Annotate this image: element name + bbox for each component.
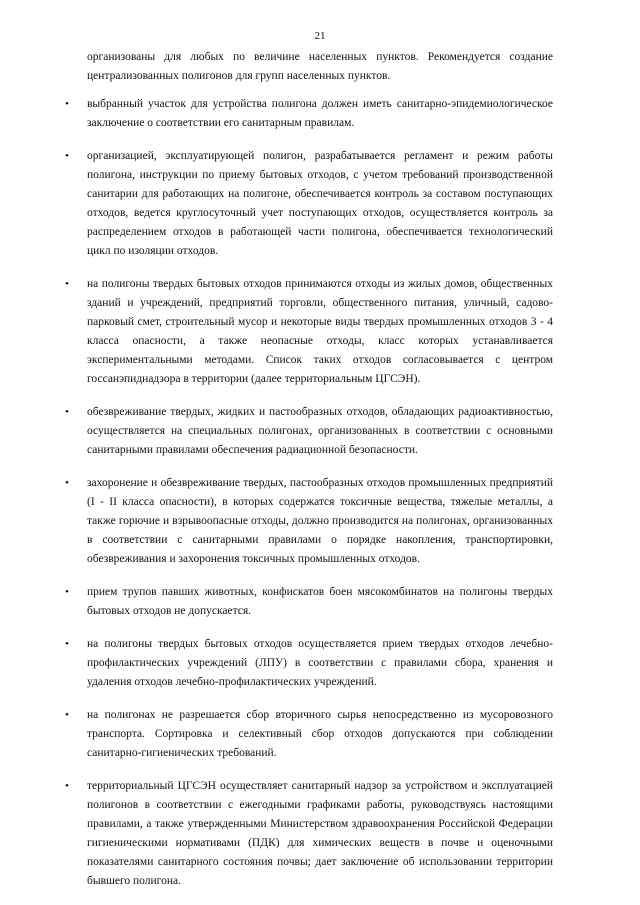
bullet-text: захоронение и обезвреживание твердых, пастообразных отходов промышленных предприятий (I - II класса опасности), в которых содержатся токсичные вещества, тяжелые металлы, а также горючие и взрывоопасные отходы, должно производится на полигонах, организованных в соответствии с санитарными правилами о порядке накопления, транспортировки, обезвреживания и захоронения токсичных промышленных отходов.	[87, 477, 553, 565]
bullet-item	[65, 275, 553, 389]
bullet-dot-icon: •	[65, 150, 69, 162]
bullet-text: на полигонах не разрешается сбор вторичного сырья непосредственно из мусоровозного транспорта. Сортировка и селективный сбор отходов допускаются при соблюдении санитарно-гигиенических требований.	[87, 709, 553, 759]
bullet-list	[65, 95, 553, 905]
bullet-item	[65, 706, 553, 763]
bullet-item	[65, 777, 553, 891]
bullet-item	[65, 147, 553, 261]
bullet-item	[65, 403, 553, 460]
bullet-dot-icon: •	[65, 406, 69, 418]
bullet-dot-icon: •	[65, 780, 69, 792]
bullet-text: прием трупов павших животных, конфискатов боен мясокомбинатов на полигоны твердых бытовых отходов не допускается.	[87, 586, 553, 617]
bullet-item	[65, 95, 553, 133]
bullet-dot-icon: •	[65, 709, 69, 721]
bullet-text: организацией, эксплуатирующей полигон, разрабатывается регламент и режим работы полигона, инструкции по приему бытовых отходов, с учетом требований производственной санитарии для работающих на полигоне, обеспечивается контроль за составом поступающих отходов, ведется круглосуточный учет поступающих отходов, осуществляется контроль за распределением отходов в работающей части полигона, обеспечивается технологический цикл по изоляции отходов.	[87, 150, 553, 257]
bullet-item	[65, 635, 553, 692]
bullet-text: обезвреживание твердых, жидких и пастообразных отходов, обладающих радиоактивностью, осуществляется на специальных полигонах, организованных в соответствии с основными санитарными правилами обеспечения радиационной безопасности.	[87, 406, 553, 456]
intro-paragraph: организованы для любых по величине населенных пунктов. Рекомендуется создание централизованных полигонов для групп населенных пунктов.	[87, 51, 553, 82]
bullet-dot-icon: •	[65, 98, 69, 110]
bullet-dot-icon: •	[65, 586, 69, 598]
bullet-item	[65, 474, 553, 569]
bullet-text: на полигоны твердых бытовых отходов принимаются отходы из жилых домов, общественных зданий и учреждений, предприятий торговли, общественного питания, уличный, садово-парковый смет, строительный мусор и некоторые виды твердых промышленных отходов 3 - 4 класса опасности, а также неопасные отходы, класс которых устанавливается экспериментальными методами. Список таких отходов согласовывается с центром госсанэпиднадзора в территории (далее территориальным ЦГСЭН).	[87, 278, 553, 385]
bullet-text: территориальный ЦГСЭН осуществляет санитарный надзор за устройством и эксплуатацией полигонов в соответствии с ежегодными графиками работы, руководствуясь настоящими правилами, а также утвержденными Министерством здравоохранения Российской Федерации гигиеническими нормативами (ПДК) для химических веществ в почве и оценочными показателями санитарного состояния почвы; дает заключение об использовании территории бывшего полигона.	[87, 780, 553, 887]
bullet-dot-icon: •	[65, 278, 69, 290]
bullet-dot-icon: •	[65, 638, 69, 650]
bullet-item	[65, 583, 553, 621]
page-number: 21	[314, 30, 326, 42]
bullet-dot-icon: •	[65, 477, 69, 489]
bullet-text: на полигоны твердых бытовых отходов осуществляется прием твердых отходов лечебно-профилактических учреждений (ЛПУ) в соответствии с правилами сбора, хранения и удаления отходов лечебно-профилактических учреждений.	[87, 638, 553, 688]
bullet-text: выбранный участок для устройства полигона должен иметь санитарно-эпидемиологическое заключение о соответствии его санитарным правилам.	[87, 98, 553, 129]
